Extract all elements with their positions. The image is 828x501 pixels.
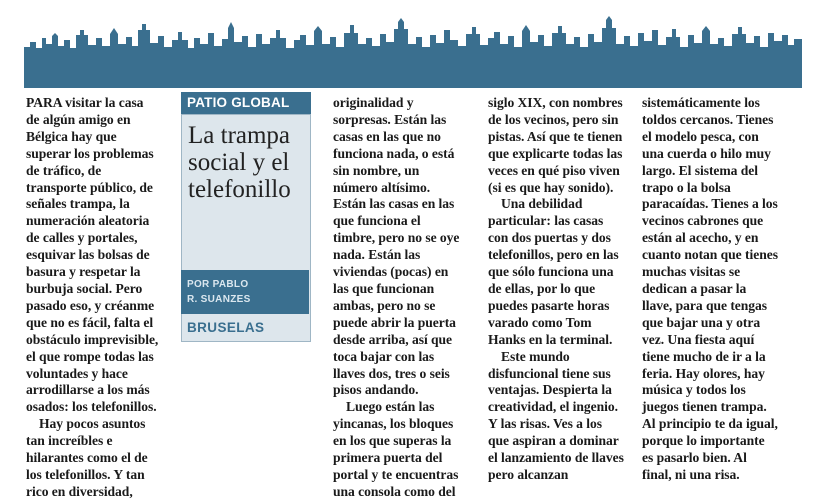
paragraph: Hay pocos asuntos tan increíbles e hilarantes como el de los telefonillos. Y tan rico en diversidad, (26, 416, 148, 499)
headline: La trampa social y el telefonillo (188, 122, 291, 203)
article-column-3 (333, 95, 465, 501)
headline-box (181, 92, 311, 342)
byline-band (181, 270, 309, 314)
paragraph: PARA visitar la casa de algún amigo en Bélgica hay que superar los problemas de tráfico, de transporte público, de señales trampa, la numeración aleatoria de calles y portales, esquivar las bolsas de basura y respetar la burbuja social. Pero pasado eso, y créanme que no es fácil, falta el obstáculo imprevisible, el que rompe todas las voluntades y hace arrodillarse a los más osados: los telefonillos. (26, 95, 159, 415)
paragraph: siglo XIX, con nombres de los vecinos, pero sin pistas. Así que te tienen que explicarte todas las veces en qué piso viven (si es que hay sonido). (488, 95, 623, 195)
article-column-5 (642, 95, 778, 484)
article-column-4 (488, 95, 625, 484)
skyline-icon (24, 0, 802, 88)
byline-line-2: R. SUANZES (187, 294, 251, 305)
paragraph: sistemáticamente los toldos cercanos. Tienes el modelo pesca, con una cuerda o hilo muy largo. El sistema del trapo o la bolsa paracaídas. Tienes a los vecinos cabrones que están al acecho, y en cuanto notan que tienes muchas visitas se dedican a pasar la llave, para que tengas que bajar una y otra vez. Una fiesta aquí tiene mucho de ir a la feria. Hay olores, hay música y todos los juegos tienen trampa. Al principio te da igual, porque lo importante es pasarlo bien. Al final, ni una risa. (642, 95, 778, 482)
location-label: BRUSELAS (187, 320, 265, 335)
section-header (181, 92, 311, 114)
section-label: PATIO GLOBAL (187, 95, 290, 110)
paragraph: Luego están las yincanas, los bloques en los que superas la primera puerta del portal y te encuentras una consola como del (333, 399, 459, 499)
paragraph: originalidad y sorpresas. Están las casas en las que no funciona nada, o está sin nombre, un número altísimo. Están las casas en las que funciona el timbre, pero no se oye nada. Están las viviendas (pocas) en las que funcionan ambas, pero no se puede abrir la puerta desde arriba, así que toca bajar con las llaves dos, tres o seis pisos andando. (333, 95, 460, 398)
city-skyline-banner (24, 0, 802, 88)
article-column-1 (26, 95, 160, 501)
byline-line-1: POR PABLO (187, 279, 249, 290)
paragraph: Este mundo disfuncional tiene sus ventajas. Despierta la creatividad, el ingenio. Y las risas. Ves a los que aspiran a dominar el lanzamiento de llaves pero alcanzan (488, 348, 624, 482)
paragraph: Una debilidad particular: las casas con dos puertas y dos telefonillos, pero en las que sólo funciona una de ellas, por lo que puedes pasarte horas varado como Tom Hanks en la terminal. (488, 196, 619, 347)
